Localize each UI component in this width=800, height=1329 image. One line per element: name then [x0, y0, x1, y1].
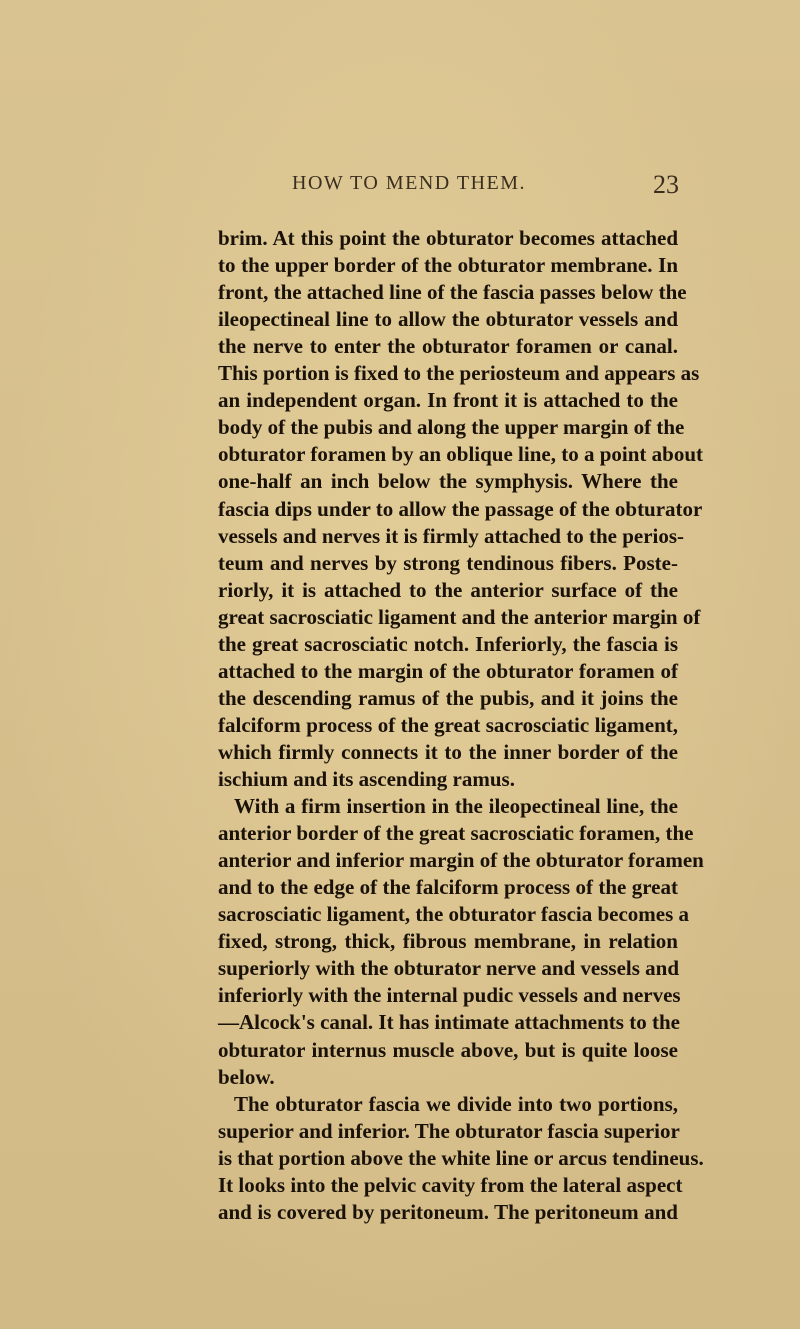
text-line: The obturator fascia we divide into two portions, — [234, 1092, 678, 1116]
text-line: brim. At this point the obturator becomes attached — [218, 226, 678, 250]
text-line: vessels and nerves it is firmly attached to the perios- — [218, 524, 685, 548]
text-line: It looks into the pelvic cavity from the lateral aspect — [218, 1173, 683, 1197]
text-line: and is covered by peritoneum. The peritoneum and — [218, 1200, 678, 1224]
text-line: This portion is fixed to the periosteum and appears as — [218, 361, 700, 385]
text-line: superiorly with the obturator nerve and vessels and — [218, 956, 680, 980]
text-line: the great sacrosciatic notch. Inferiorly, the fascia is — [218, 632, 678, 656]
text-line: —Alcock's canal. It has intimate attachments to the — [218, 1010, 680, 1034]
text-line: sacrosciatic ligament, the obturator fascia becomes a — [218, 902, 690, 926]
page-number: 23 — [653, 170, 679, 199]
text-line: attached to the margin of the obturator foramen of — [218, 659, 678, 683]
text-line: is that portion above the white line or arcus tendineus. — [218, 1146, 704, 1170]
text-line: teum and nerves by strong tendinous fibers. Poste- — [218, 551, 678, 575]
text-line: the descending ramus of the pubis, and it joins the — [218, 686, 678, 710]
text-line: ischium and its ascending ramus. — [218, 767, 515, 791]
running-head — [0, 172, 800, 202]
text-line: riorly, it is attached to the anterior surface of the — [218, 578, 678, 602]
text-line: anterior border of the great sacrosciatic foramen, the — [218, 821, 694, 845]
text-line: obturator foramen by an oblique line, to a point about — [218, 442, 703, 466]
text-line: superior and inferior. The obturator fascia superior — [218, 1119, 680, 1143]
running-title: HOW TO MEND THEM. — [292, 172, 527, 194]
text-line: which firmly connects it to the inner border of the — [218, 740, 678, 764]
text-line: fixed, strong, thick, fibrous membrane, in relation — [218, 929, 678, 953]
text-line: fascia dips under to allow the passage of the obturator — [218, 497, 703, 521]
text-line: one-half an inch below the symphysis. Where the — [218, 469, 678, 493]
text-line: obturator internus muscle above, but is quite loose — [218, 1038, 678, 1062]
text-line: With a firm insertion in the ileopectineal line, the — [234, 794, 678, 818]
text-line: the nerve to enter the obturator foramen or canal. — [218, 334, 678, 358]
text-line: anterior and inferior margin of the obturator foramen — [218, 848, 704, 872]
text-line: inferiorly with the internal pudic vessels and nerves — [218, 983, 681, 1007]
text-line: falciform process of the great sacrosciatic ligament, — [218, 713, 678, 737]
text-line: ileopectineal line to allow the obturator vessels and — [218, 307, 678, 331]
text-line: great sacrosciatic ligament and the anterior margin of — [218, 605, 701, 629]
text-line: an independent organ. In front it is attached to the — [218, 388, 678, 412]
text-line: below. — [218, 1065, 275, 1089]
text-line: body of the pubis and along the upper margin of the — [218, 415, 685, 439]
text-line: and to the edge of the falciform process of the great — [218, 875, 678, 899]
text-line: front, the attached line of the fascia passes below the — [218, 280, 687, 304]
text-line: to the upper border of the obturator membrane. In — [218, 253, 678, 277]
